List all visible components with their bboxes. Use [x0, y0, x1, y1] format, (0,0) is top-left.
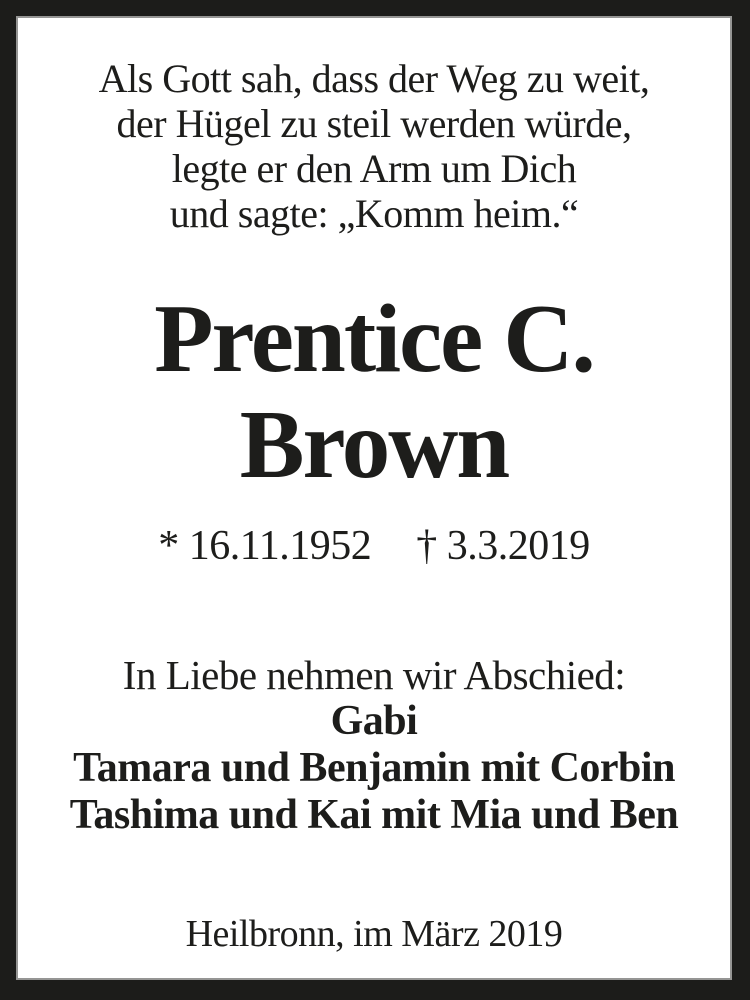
closing-line: Heilbronn, im März 2019	[185, 913, 563, 955]
mourner-name: Gabi	[330, 698, 418, 744]
death-date: † 3.3.2019	[416, 523, 590, 569]
mourners-list	[18, 698, 730, 839]
life-dates	[18, 524, 730, 568]
birth-date: * 16.11.1952	[158, 523, 372, 569]
mourner-name: Tamara und Benjamin mit Corbin	[73, 745, 675, 791]
poem-line: Als Gott sah, dass der Weg zu weit,	[98, 56, 650, 101]
memorial-poem	[18, 56, 730, 236]
poem-line: legte er den Arm um Dich	[171, 146, 577, 191]
deceased-name-line1: Prentice C.	[154, 285, 594, 392]
deceased-name-line2: Brown	[239, 391, 509, 498]
poem-line: der Hügel zu steil werden würde,	[116, 101, 632, 146]
deceased-name	[18, 286, 730, 498]
poem-line: und sagte: „Komm heim.“	[169, 191, 579, 236]
mourner-name: Tashima und Kai mit Mia und Ben	[69, 792, 679, 838]
farewell-intro: In Liebe nehmen wir Abschied:	[122, 652, 626, 698]
obituary-notice-card	[18, 18, 730, 978]
